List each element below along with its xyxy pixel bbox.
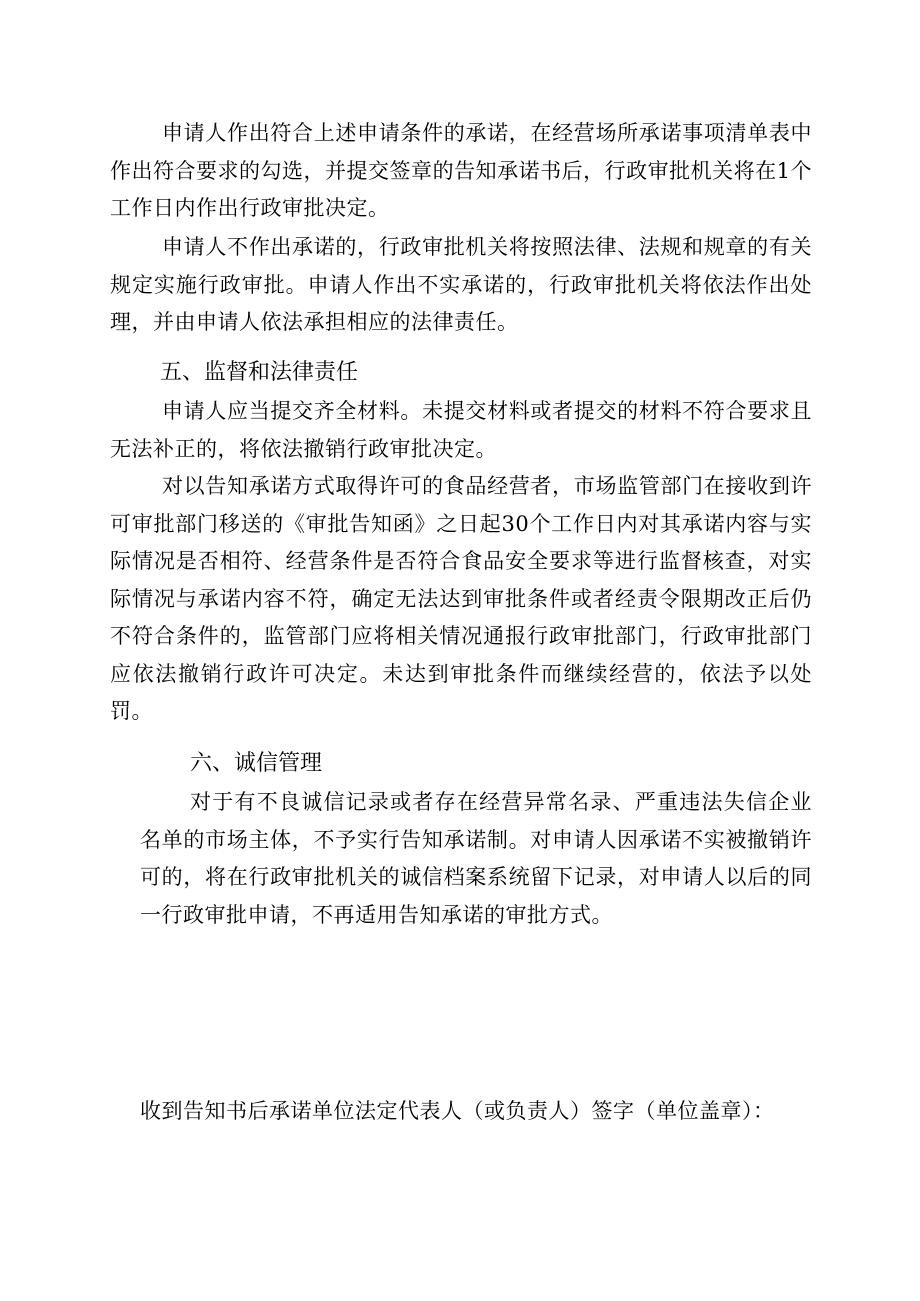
paragraph-materials: 申请人应当提交齐全材料。未提交材料或者提交的材料不符合要求且无法补正的，将依法撤销行政审批决定。 [110,399,812,461]
paragraph-credit-management: 对于有不良诚信记录或者存在经营异常名录、严重违法失信企业名单的市场主体，不予实行告知承诺制。对申请人因承诺不实被撤销许可的，将在行政审批机关的诚信档案系统留下记录，对申请人以后的同一行政审批申请，不再适用告知承诺的审批方式。 [140,790,812,927]
section-heading-supervision: 五、监督和法律责任 [160,360,359,385]
signature-line: 收到告知书后承诺单位法定代表人（或负责人）签字（单位盖章）： [140,1099,775,1123]
section-heading-credit: 六、诚信管理 [190,751,323,776]
paragraph-commitment-decision: 申请人作出符合上述申请条件的承诺，在经营场所承诺事项清单表中作出符合要求的勾选，并提交签章的告知承诺书后，行政审批机关将在1个工作日内作出行政审批决定。 [110,121,812,220]
paragraph-no-commitment: 申请人不作出承诺的，行政审批机关将按照法律、法规和规章的有关规定实施行政审批。申请人作出不实承诺的，行政审批机关将依法作出处理，并由申请人依法承担相应的法律责任。 [110,235,812,334]
paragraph-supervision-check: 对以告知承诺方式取得许可的食品经营者，市场监管部门在接收到许可审批部门移送的《审批告知函》之日起30个工作日内对其承诺内容与实际情况是否相符、经营条件是否符合食品安全要求等进行监督核查，对实际情况与承诺内容不符，确定无法达到审批条件或者经责令限期改正后仍不符合条件的，监管部门应将相关情况通报行政审批部门，行政审批部门应依法撤销行政许可决定。未达到审批条件而继续经营的，依法予以处罚。 [110,474,812,723]
